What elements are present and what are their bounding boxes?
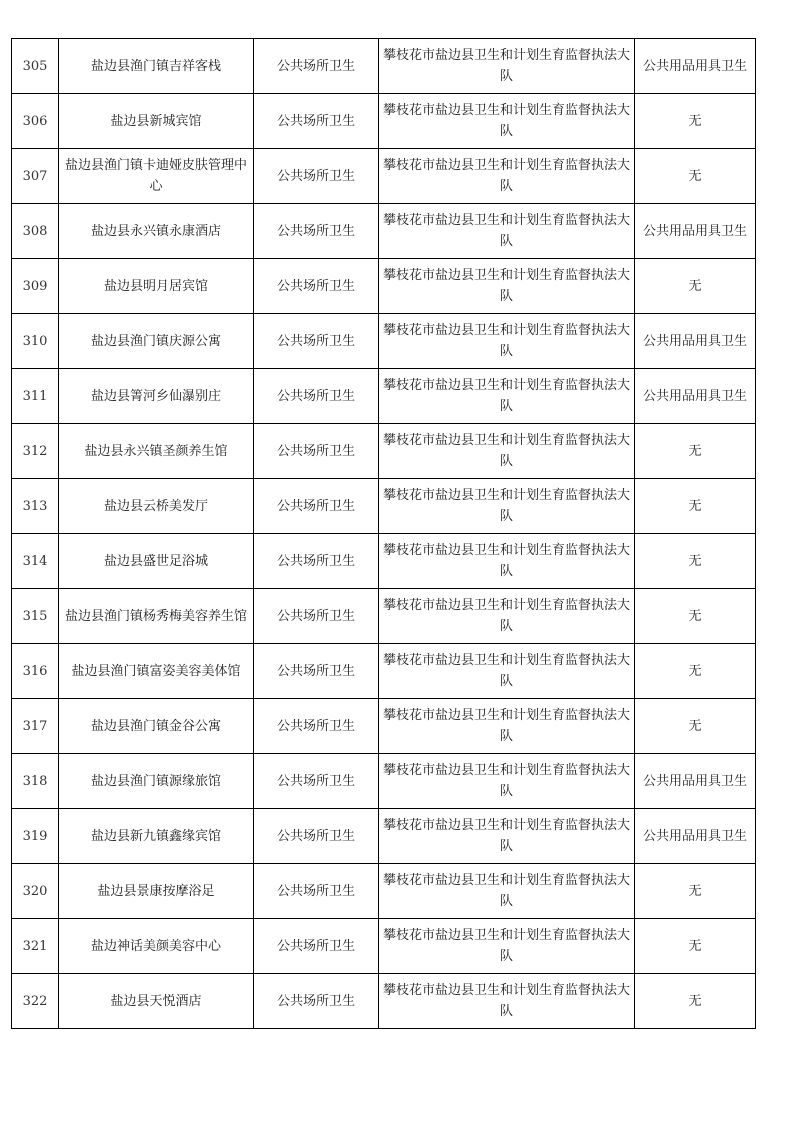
remark: 无 [635,644,756,699]
issuing-authority: 攀枝花市盐边县卫生和计划生育监督执法大队 [379,369,635,424]
license-category: 公共场所卫生 [254,919,379,974]
table-row [12,94,756,149]
issuing-authority: 攀枝花市盐边县卫生和计划生育监督执法大队 [379,754,635,809]
establishment-name: 盐边县永兴镇永康酒店 [59,204,254,259]
issuing-authority: 攀枝花市盐边县卫生和计划生育监督执法大队 [379,589,635,644]
establishment-name: 盐边县渔门镇源缘旅馆 [59,754,254,809]
license-category: 公共场所卫生 [254,259,379,314]
table-row [12,369,756,424]
remark: 公共用品用具卫生 [635,754,756,809]
row-number: 318 [12,754,59,809]
remark: 无 [635,699,756,754]
establishment-name: 盐边县明月居宾馆 [59,259,254,314]
establishment-name: 盐边县云桥美发厅 [59,479,254,534]
establishment-name: 盐边县渔门镇杨秀梅美容养生馆 [59,589,254,644]
table-row [12,479,756,534]
registry-table-body [12,39,756,1029]
remark: 无 [635,94,756,149]
license-category: 公共场所卫生 [254,699,379,754]
row-number: 310 [12,314,59,369]
row-number: 321 [12,919,59,974]
license-category: 公共场所卫生 [254,589,379,644]
establishment-name: 盐边县景康按摩浴足 [59,864,254,919]
table-row [12,149,756,204]
remark: 无 [635,919,756,974]
license-category: 公共场所卫生 [254,369,379,424]
license-category: 公共场所卫生 [254,94,379,149]
remark: 无 [635,424,756,479]
issuing-authority: 攀枝花市盐边县卫生和计划生育监督执法大队 [379,644,635,699]
remark: 公共用品用具卫生 [635,204,756,259]
row-number: 313 [12,479,59,534]
issuing-authority: 攀枝花市盐边县卫生和计划生育监督执法大队 [379,809,635,864]
remark: 无 [635,589,756,644]
remark: 无 [635,534,756,589]
row-number: 305 [12,39,59,94]
row-number: 317 [12,699,59,754]
table-row [12,644,756,699]
row-number: 312 [12,424,59,479]
registry-table [11,38,756,1029]
remark: 无 [635,259,756,314]
remark: 无 [635,974,756,1029]
issuing-authority: 攀枝花市盐边县卫生和计划生育监督执法大队 [379,39,635,94]
table-row [12,39,756,94]
table-row [12,919,756,974]
license-category: 公共场所卫生 [254,314,379,369]
establishment-name: 盐边县渔门镇富姿美容美体馆 [59,644,254,699]
license-category: 公共场所卫生 [254,204,379,259]
license-category: 公共场所卫生 [254,479,379,534]
establishment-name: 盐边县渔门镇卡迪娅皮肤管理中心 [59,149,254,204]
license-category: 公共场所卫生 [254,974,379,1029]
table-row [12,534,756,589]
establishment-name: 盐边县渔门镇吉祥客栈 [59,39,254,94]
table-row [12,589,756,644]
establishment-name: 盐边县箐河乡仙瀑别庄 [59,369,254,424]
row-number: 306 [12,94,59,149]
issuing-authority: 攀枝花市盐边县卫生和计划生育监督执法大队 [379,204,635,259]
table-row [12,314,756,369]
table-row [12,259,756,314]
remark: 公共用品用具卫生 [635,809,756,864]
remark: 无 [635,479,756,534]
establishment-name: 盐边县新九镇鑫缘宾馆 [59,809,254,864]
table-row [12,204,756,259]
license-category: 公共场所卫生 [254,534,379,589]
row-number: 319 [12,809,59,864]
establishment-name: 盐边县新城宾馆 [59,94,254,149]
establishment-name: 盐边县天悦酒店 [59,974,254,1029]
table-row [12,424,756,479]
row-number: 307 [12,149,59,204]
remark: 无 [635,864,756,919]
establishment-name: 盐边县永兴镇圣颜养生馆 [59,424,254,479]
row-number: 320 [12,864,59,919]
license-category: 公共场所卫生 [254,149,379,204]
issuing-authority: 攀枝花市盐边县卫生和计划生育监督执法大队 [379,94,635,149]
remark: 公共用品用具卫生 [635,314,756,369]
issuing-authority: 攀枝花市盐边县卫生和计划生育监督执法大队 [379,314,635,369]
issuing-authority: 攀枝花市盐边县卫生和计划生育监督执法大队 [379,259,635,314]
remark: 无 [635,149,756,204]
row-number: 314 [12,534,59,589]
row-number: 309 [12,259,59,314]
issuing-authority: 攀枝花市盐边县卫生和计划生育监督执法大队 [379,919,635,974]
row-number: 322 [12,974,59,1029]
establishment-name: 盐边县渔门镇金谷公寓 [59,699,254,754]
issuing-authority: 攀枝花市盐边县卫生和计划生育监督执法大队 [379,149,635,204]
establishment-name: 盐边县渔门镇庆源公寓 [59,314,254,369]
row-number: 311 [12,369,59,424]
issuing-authority: 攀枝花市盐边县卫生和计划生育监督执法大队 [379,699,635,754]
license-category: 公共场所卫生 [254,754,379,809]
table-row [12,809,756,864]
row-number: 316 [12,644,59,699]
table-row [12,864,756,919]
remark: 公共用品用具卫生 [635,369,756,424]
issuing-authority: 攀枝花市盐边县卫生和计划生育监督执法大队 [379,479,635,534]
row-number: 315 [12,589,59,644]
issuing-authority: 攀枝花市盐边县卫生和计划生育监督执法大队 [379,424,635,479]
table-row [12,699,756,754]
table-row [12,974,756,1029]
table-row [12,754,756,809]
license-category: 公共场所卫生 [254,864,379,919]
establishment-name: 盐边神话美颜美容中心 [59,919,254,974]
issuing-authority: 攀枝花市盐边县卫生和计划生育监督执法大队 [379,974,635,1029]
license-category: 公共场所卫生 [254,644,379,699]
license-category: 公共场所卫生 [254,39,379,94]
license-category: 公共场所卫生 [254,809,379,864]
establishment-name: 盐边县盛世足浴城 [59,534,254,589]
remark: 公共用品用具卫生 [635,39,756,94]
license-category: 公共场所卫生 [254,424,379,479]
issuing-authority: 攀枝花市盐边县卫生和计划生育监督执法大队 [379,864,635,919]
issuing-authority: 攀枝花市盐边县卫生和计划生育监督执法大队 [379,534,635,589]
row-number: 308 [12,204,59,259]
